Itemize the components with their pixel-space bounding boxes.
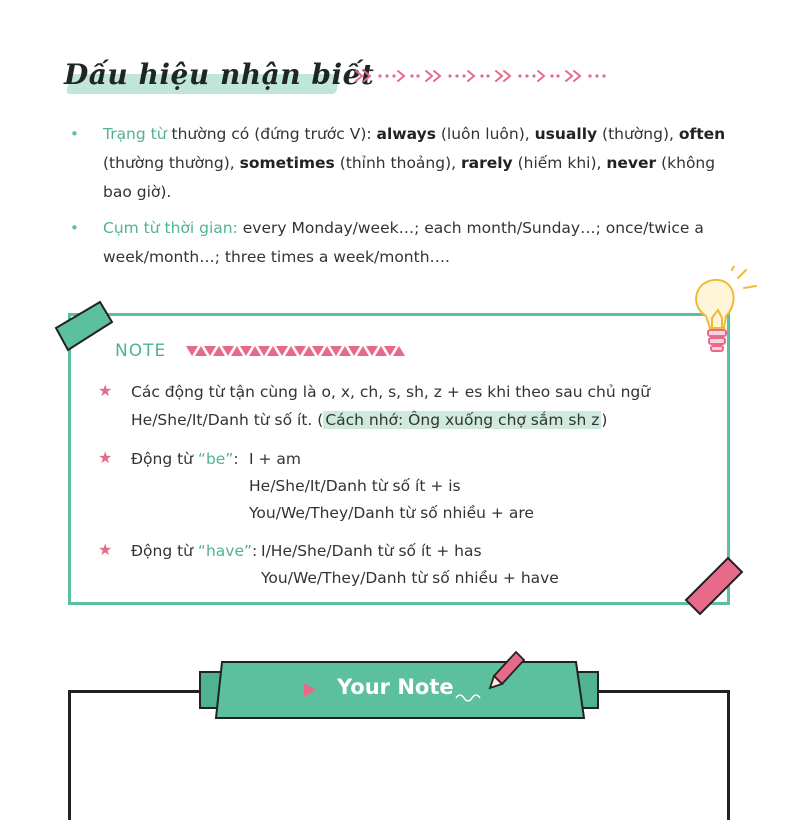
conjugation-line: I + am (249, 450, 302, 468)
item-label: Cụm từ thời gian: (103, 219, 238, 237)
star-icon: ★ (98, 540, 113, 559)
bullet-dot-icon: • (70, 125, 79, 143)
keyword: never (606, 154, 657, 172)
memory-tip: Cách nhớ: Ông xuống chợ sắm sh z (325, 411, 600, 429)
note-item-text: Động từ “have”: (131, 542, 258, 560)
conjugation-line: You/We/They/Danh từ số nhiều + have (261, 569, 559, 587)
item-label: Trạng từ (103, 125, 167, 143)
tape-decoration-icon (678, 552, 748, 622)
verb-label: “have” (197, 542, 253, 560)
section-heading (60, 52, 620, 102)
verb-label: “be” (197, 450, 234, 468)
keyword: always (376, 125, 436, 143)
text: ) (601, 411, 608, 429)
arrow-decoration-icon (354, 66, 614, 86)
note-item-text: Các động từ tận cùng là o, x, ch, s, sh, z + es khi theo sau chủ ngữ (131, 383, 651, 401)
your-note-label: Your Note (337, 675, 454, 699)
note-item-text: Động từ “be”: (131, 450, 239, 468)
keyword: often (678, 125, 726, 143)
keyword: sometimes (239, 154, 335, 172)
text: (thỉnh thoảng), (334, 154, 461, 172)
text: (không bao giờ). (103, 154, 716, 201)
text: He/She/It/Danh từ số ít. ( (131, 411, 324, 429)
keyword: rarely (460, 154, 513, 172)
text: (luôn luôn), (435, 125, 535, 143)
note-label: NOTE (115, 341, 167, 361)
star-icon: ★ (98, 381, 113, 400)
list-item-text (103, 214, 733, 272)
list-item-text (103, 120, 733, 207)
triangle-decoration-icon (186, 344, 412, 358)
conjugation-line: You/We/They/Danh từ số nhiều + are (249, 504, 534, 522)
pencil-icon (480, 646, 530, 692)
star-icon: ★ (98, 448, 113, 467)
text: (hiếm khi), (512, 154, 607, 172)
text: (thường thường), (103, 154, 240, 172)
lightbulb-icon (686, 266, 760, 362)
bullet-dot-icon: • (70, 219, 79, 237)
text: every Monday/week…; each month/Sunday…; once/twice a week/month…; three times a week/month…. (103, 219, 704, 266)
heading-title: Dấu hiệu nhận biết (64, 58, 375, 91)
text: (thường), (597, 125, 679, 143)
text: Động từ (131, 450, 198, 468)
text: Động từ (131, 542, 198, 560)
text: thường có (đứng trước V): (166, 125, 377, 143)
conjugation-line: He/She/It/Danh từ số ít + is (249, 477, 461, 495)
note-item-text (131, 407, 607, 434)
conjugation-line: I/He/She/Danh từ số ít + has (261, 542, 482, 560)
tape-decoration-icon (50, 298, 120, 358)
keyword: usually (534, 125, 598, 143)
